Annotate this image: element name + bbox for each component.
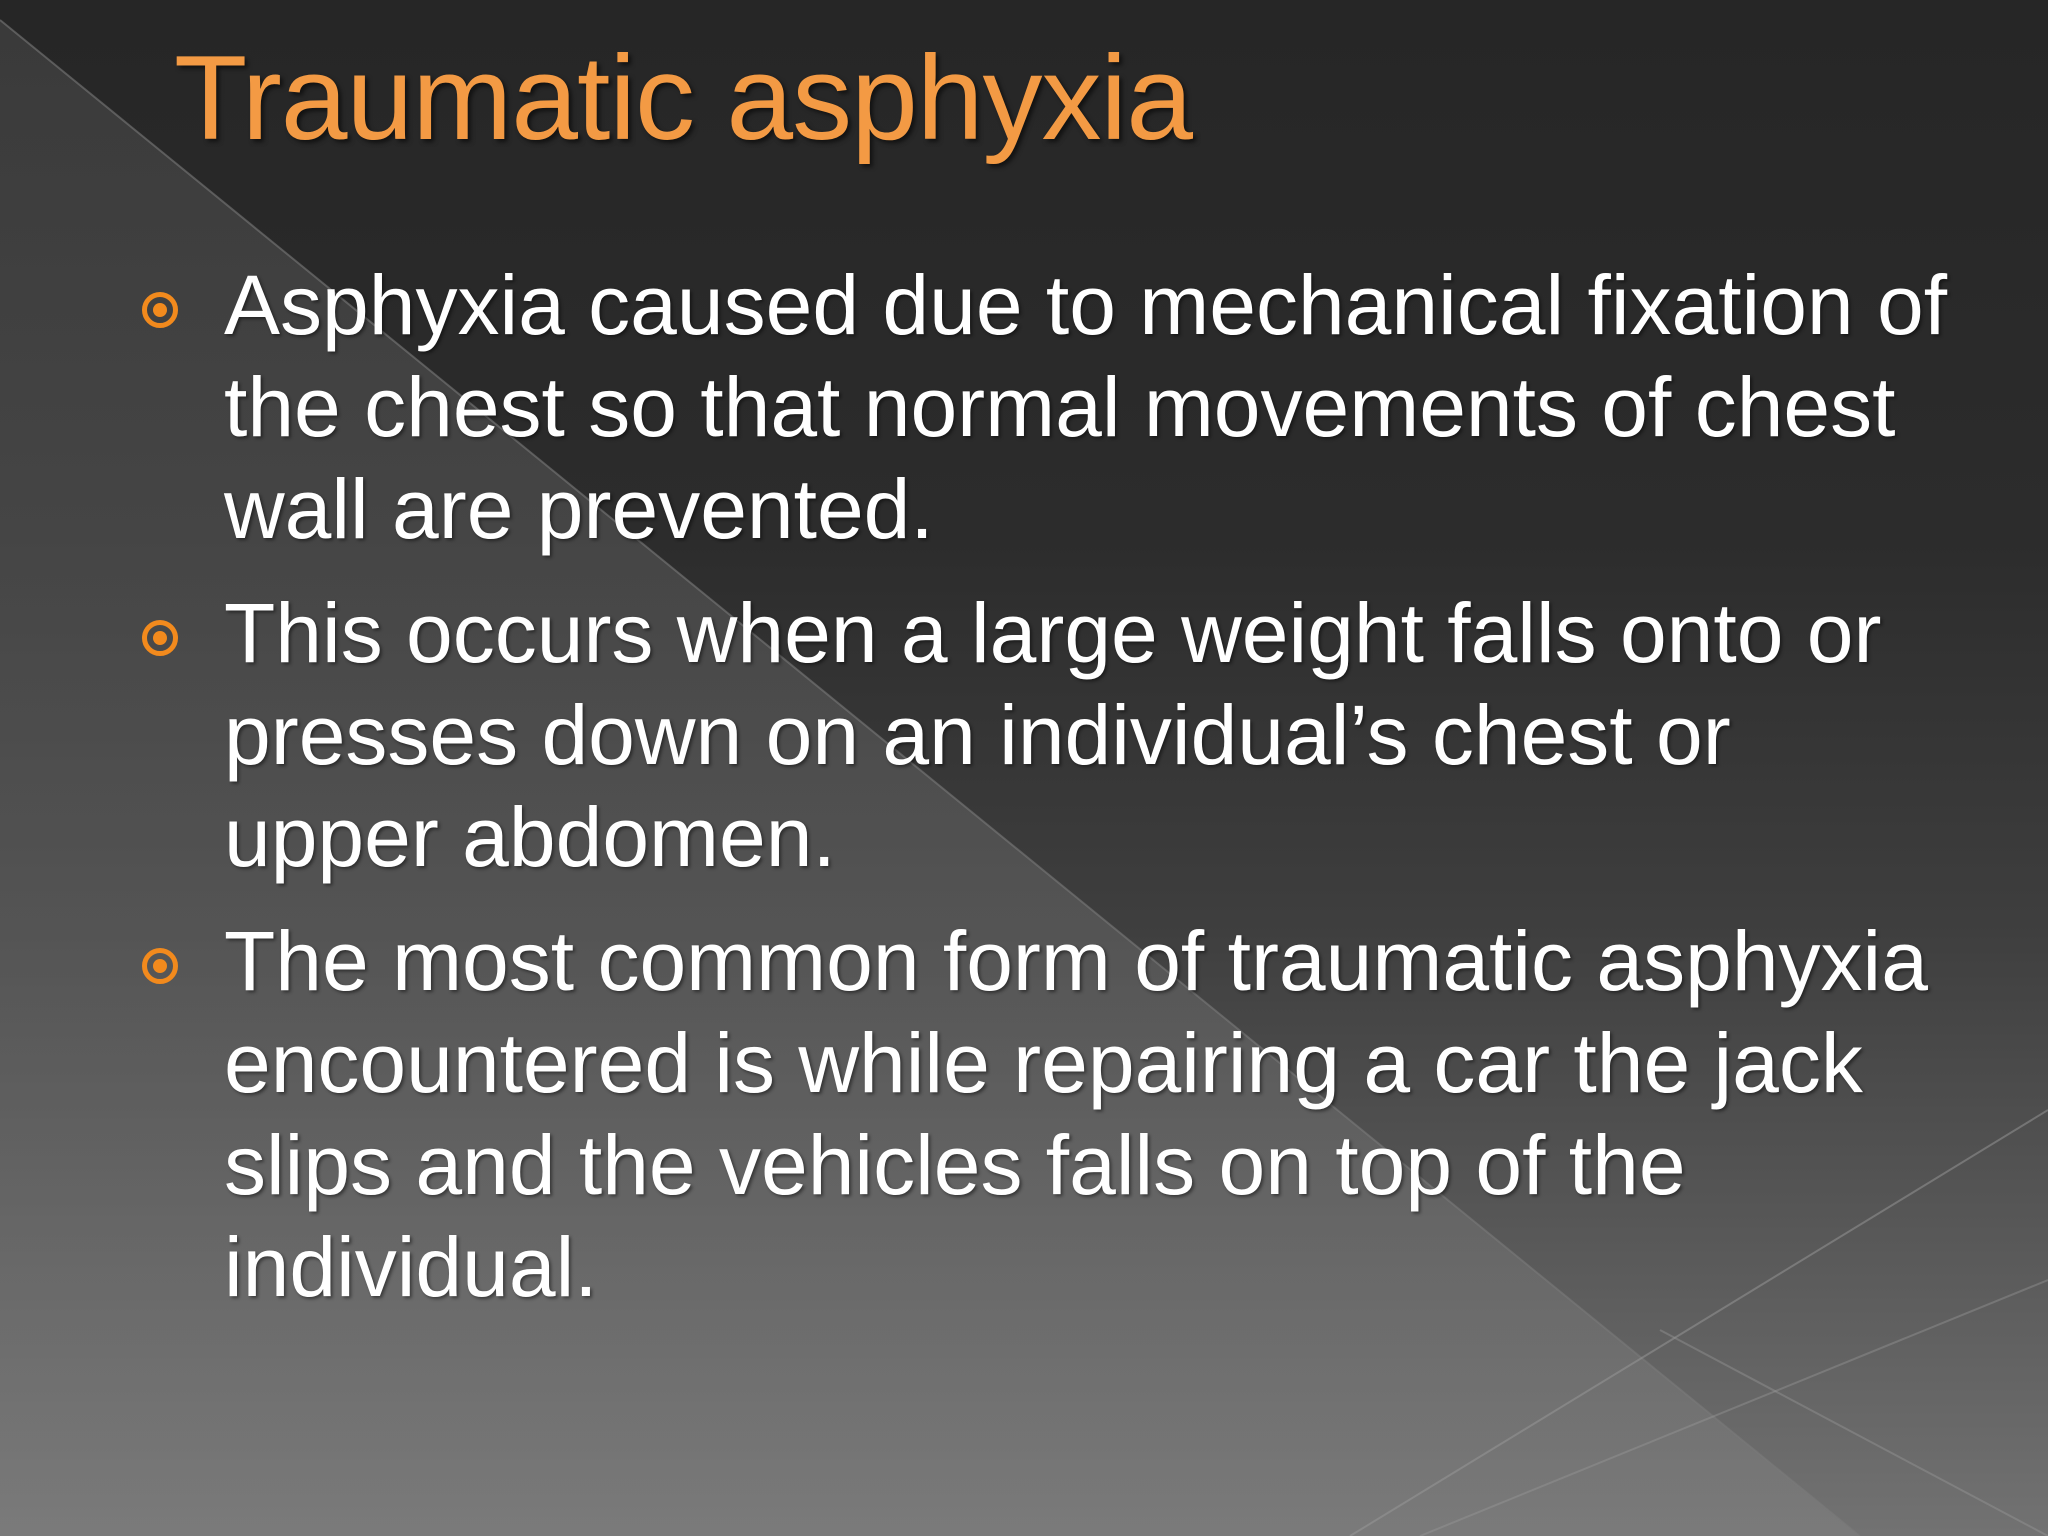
slide-title: Traumatic asphyxia	[174, 31, 1192, 165]
orange-circle-bullet-icon	[142, 948, 178, 984]
bullet-text: Asphyxia caused due to mechanical fixation of the chest so that normal movements of chest wall are prevented.	[224, 258, 1948, 556]
bullet-item	[130, 582, 1950, 888]
bullet-list	[130, 254, 1950, 1340]
orange-circle-bullet-icon	[142, 292, 178, 328]
bullet-text: The most common form of traumatic asphyxia encountered is while repairing a car the jack slips and the vehicles falls on top of the individual.	[224, 914, 1928, 1314]
bullet-item	[130, 910, 1950, 1318]
orange-circle-bullet-icon	[142, 620, 178, 656]
bullet-item	[130, 254, 1950, 560]
bullet-text: This occurs when a large weight falls onto or presses down on an individual’s chest or upper abdomen.	[224, 586, 1882, 884]
